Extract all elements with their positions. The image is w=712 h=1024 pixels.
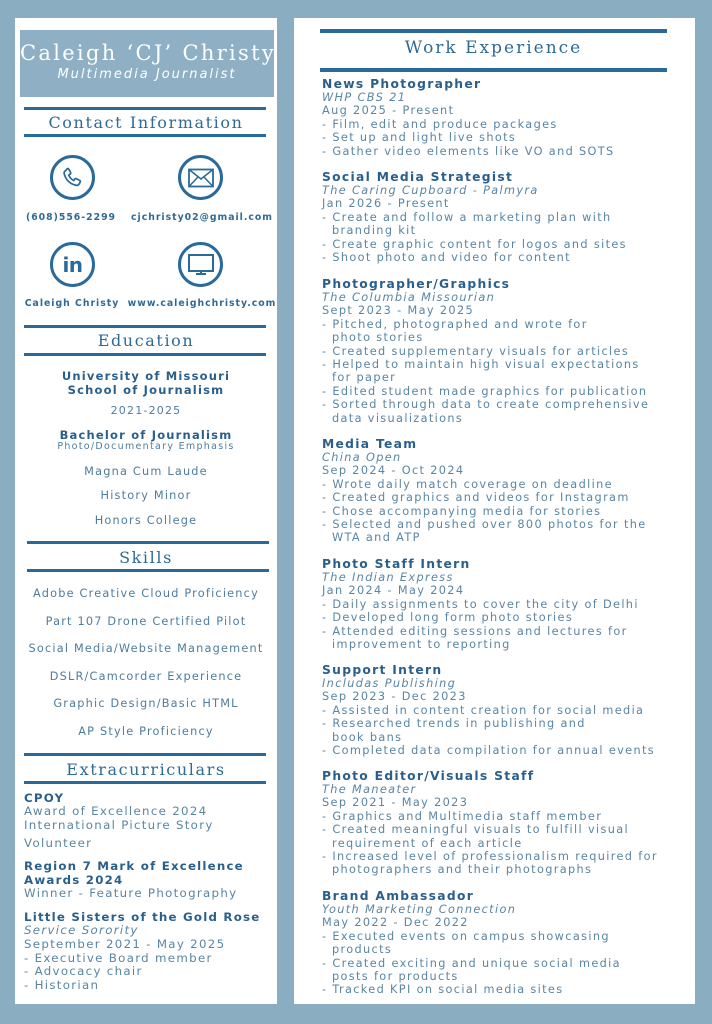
job-bullet: - Set up and light live shots <box>322 131 517 145</box>
school-subname: School of Journalism <box>67 383 225 397</box>
job-organization: The Indian Express <box>322 571 454 584</box>
job-bullet: - Completed data compilation for annual events <box>322 744 655 758</box>
linkedin-icon[interactable]: in <box>50 242 95 287</box>
divider <box>27 541 269 544</box>
job-title: Photo Editor/Visuals Staff <box>322 769 535 783</box>
job-dates: Sep 2021 - May 2023 <box>322 796 469 810</box>
job-bullet: - Increased level of professionalism required for photographers and their photographs <box>322 850 658 877</box>
divider <box>24 781 266 784</box>
job-organization: The Maneater <box>322 783 417 796</box>
candidate-role: Multimedia Journalist <box>57 67 237 82</box>
job-bullet: - Graphics and Multimedia staff member <box>322 809 603 823</box>
extracurricular-title: Little Sisters of the Gold Rose <box>24 910 261 924</box>
job-bullet: - Researched trends in publishing and book bans <box>322 717 586 744</box>
job-bullet: - Shoot photo and video for content <box>322 251 571 265</box>
extracurricular-title: Region 7 Mark of Excellence <box>24 859 244 873</box>
job-organization: The Caring Cupboard - Palmyra <box>322 184 539 197</box>
job-bullet: - Attended editing sessions and lectures for improvement to reporting <box>322 624 628 652</box>
job-bullet: - Created exciting and unique social media posts for products <box>322 956 621 984</box>
education-years: 2021-2025 <box>110 404 182 417</box>
job-entry <box>322 77 682 158</box>
job-organization: Youth Marketing Connection <box>322 903 517 916</box>
skill-item: Part 107 Drone Certified Pilot <box>45 615 247 628</box>
email-address[interactable]: cjchristy02@gmail.com <box>131 212 273 223</box>
candidate-name: Caleigh ‘CJ’ Christy <box>20 41 277 65</box>
name-header <box>20 30 277 97</box>
extracurricular-item <box>24 791 274 850</box>
job-dates: Jan 2026 - Present <box>322 197 450 211</box>
skill-item: Graphic Design/Basic HTML <box>53 697 239 710</box>
job-bullet: - Assisted in content creation for social media <box>322 703 645 717</box>
degree: Bachelor of Journalism <box>59 428 233 442</box>
job-bullet: - Gather video elements like VO and SOTS <box>322 144 615 158</box>
job-title: Media Team <box>322 437 418 451</box>
job-bullet: - Created meaningful visuals to fulfill visual requirement of each article <box>322 823 629 850</box>
extracurricular-line: Award of Excellence 2024 <box>24 804 208 818</box>
divider <box>27 569 269 572</box>
email-icon[interactable] <box>178 155 223 200</box>
job-bullet: - Created supplementary visuals for articles <box>322 344 630 358</box>
job-bullet: - Sorted through data to create comprehensive data visualizations <box>322 398 650 425</box>
skill-item: Social Media/Website Management <box>28 642 264 655</box>
job-dates: May 2022 - Dec 2022 <box>322 916 469 930</box>
divider <box>24 107 266 110</box>
skill-item: AP Style Proficiency <box>78 725 214 738</box>
divider <box>24 134 266 137</box>
job-title: Social Media Strategist <box>322 170 514 184</box>
extracurricular-line: International Picture Story <box>24 817 214 832</box>
extracurricular-item <box>24 859 274 901</box>
degree-emphasis: Photo/Documentary Emphasis <box>57 441 235 452</box>
job-bullet: - Selected and pushed over 800 photos for the WTA and ATP <box>322 518 647 545</box>
section-title-education: Education <box>97 331 195 350</box>
phone-icon[interactable] <box>50 155 95 200</box>
job-title: Photographer/Graphics <box>322 277 511 291</box>
job-bullet: - Developed long form photo stories <box>322 611 574 625</box>
job-entry <box>322 277 682 425</box>
section-title-work: Work Experience <box>404 38 583 58</box>
job-title: Support Intern <box>322 663 443 677</box>
divider <box>24 753 266 756</box>
job-bullet: - Wrote daily match coverage on deadline <box>322 477 613 491</box>
job-bullet: - Created graphics and videos for Instagram <box>322 491 630 505</box>
job-bullet: - Tracked KPI on social media sites <box>322 983 564 997</box>
extracurricular-line: - Advocacy chair <box>24 964 143 979</box>
divider <box>320 68 667 72</box>
job-dates: Aug 2025 - Present <box>322 104 455 118</box>
skill-item: DSLR/Camcorder Experience <box>49 670 243 683</box>
job-bullet: - Create and follow a marketing plan with branding kit <box>322 210 612 238</box>
section-title-skills: Skills <box>119 548 173 567</box>
job-title: Brand Ambassador <box>322 889 475 903</box>
extracurricular-line: September 2021 - May 2025 <box>24 936 226 951</box>
extracurricular-line: Volunteer <box>24 835 93 850</box>
job-bullet: - Film, edit and produce packages <box>322 117 558 131</box>
extracurricular-title: Awards 2024 <box>24 873 124 887</box>
job-bullet: - Create graphic content for logos and sites <box>322 237 627 251</box>
job-entry <box>322 557 682 651</box>
extracurricular-subtitle: Service Sorority <box>24 923 139 937</box>
job-dates: Sep 2024 - Oct 2024 <box>322 464 465 478</box>
extracurricular-line: - Executive Board member <box>24 950 213 965</box>
section-title-extracurriculars: Extracurriculars <box>66 760 226 779</box>
job-entry <box>322 889 682 997</box>
job-entry <box>322 170 682 264</box>
honor-item: Magna Cum Laude <box>84 465 208 478</box>
phone-number[interactable]: (608)556-2299 <box>25 212 117 223</box>
extracurricular-line: Winner - Feature Photography <box>24 886 238 900</box>
school-name: University of Missouri <box>61 369 231 383</box>
honor-item: Honors College <box>94 514 198 527</box>
divider <box>320 29 667 33</box>
job-bullet: - Daily assignments to cover the city of Delhi <box>322 597 639 611</box>
honor-item: History Minor <box>100 489 192 502</box>
job-organization: WHP CBS 21 <box>322 91 407 104</box>
job-title: News Photographer <box>322 77 482 91</box>
job-bullet: - Executed events on campus showcasing products <box>322 929 610 957</box>
job-bullet: - Chose accompanying media for stories <box>322 504 602 518</box>
job-dates: Jan 2024 - May 2024 <box>322 584 465 598</box>
job-dates: Sep 2023 - Dec 2023 <box>322 690 467 704</box>
job-entry <box>322 769 682 877</box>
extracurricular-title: CPOY <box>24 791 65 805</box>
job-bullet: - Helped to maintain high visual expectations for paper <box>322 358 640 385</box>
skill-item: Adobe Creative Cloud Proficiency <box>33 587 259 600</box>
job-bullet: - Edited student made graphics for publication <box>322 384 648 398</box>
job-bullet: - Pitched, photographed and wrote for photo stories <box>322 317 588 345</box>
job-dates: Sept 2023 - May 2025 <box>322 304 475 318</box>
job-title: Photo Staff Intern <box>322 557 471 571</box>
right-column <box>294 18 695 1004</box>
divider <box>24 325 266 328</box>
job-organization: China Open <box>322 451 402 464</box>
left-column <box>15 18 277 1004</box>
job-entry <box>322 437 682 545</box>
website-url[interactable]: www.caleighchristy.com <box>127 298 277 309</box>
website-icon[interactable] <box>178 242 223 287</box>
extracurricular-line: - Historian <box>24 978 100 993</box>
divider <box>24 353 266 356</box>
linkedin-name[interactable]: Caleigh Christy <box>24 298 120 309</box>
job-organization: Includas Publishing <box>322 677 457 690</box>
job-entry <box>322 663 682 757</box>
extracurricular-item <box>24 910 274 993</box>
job-organization: The Columbia Missourian <box>322 291 496 304</box>
section-title-contact: Contact Information <box>48 113 244 132</box>
